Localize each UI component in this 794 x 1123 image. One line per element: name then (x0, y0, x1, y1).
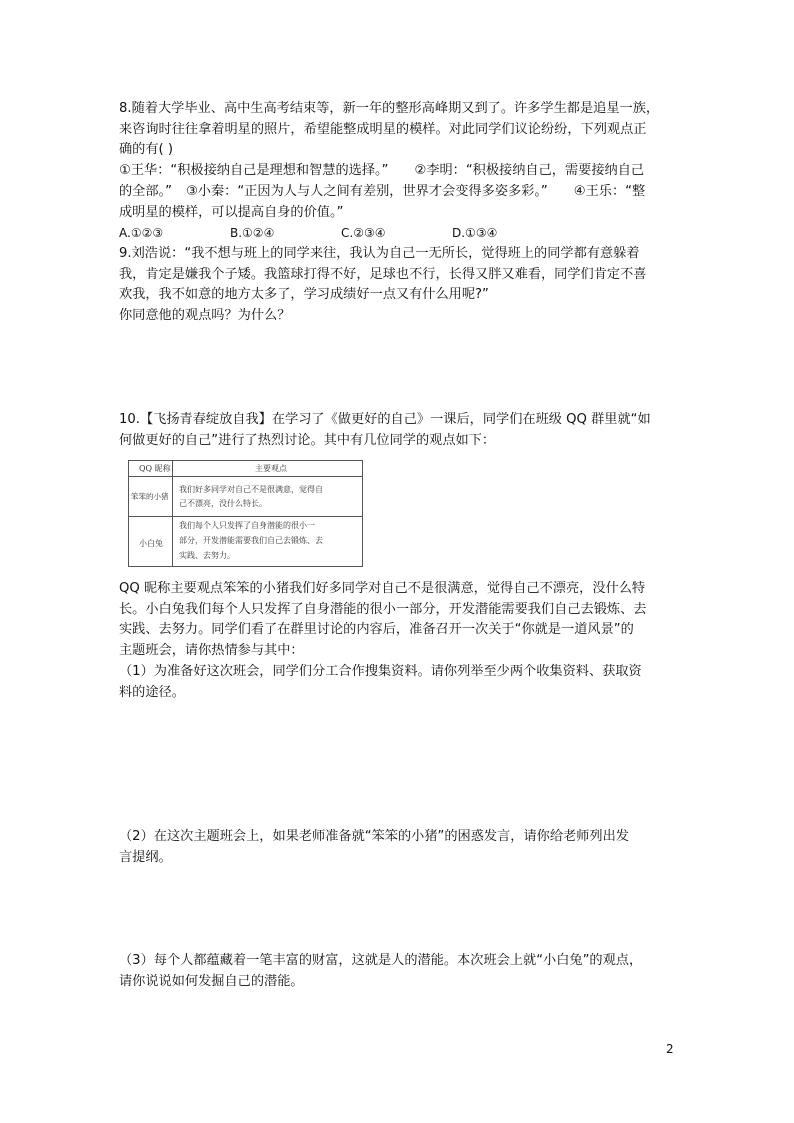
question-text: （1）为准备好这次班会，同学们分工合作搜集资料。请你列举至少两个收集资料、获取资 (119, 664, 642, 679)
question-text: 何做更好的自己”进行了热烈讨论。其中有几位同学的观点如下： (119, 432, 496, 448)
table-cell-name: 小白兔 (139, 539, 163, 548)
table-header-opinion: 主要观点 (255, 464, 287, 473)
statement-4: ④王乐：“整 (573, 183, 646, 199)
question-10 (119, 410, 681, 451)
option-d: D.①③④ (452, 226, 498, 241)
table-cell-opinion: 己不漂亮，没什么特长。 (179, 499, 267, 508)
question-text: 言提纲。 (119, 849, 172, 865)
table-header-nickname: QQ 昵称 (139, 464, 171, 473)
question-text: 我，肯定是嫌我个子矮。我篮球打得不好，足球也不行，长得又胖又难看，同学们肯定不喜 (119, 266, 647, 282)
question-9 (119, 244, 681, 327)
question-text: 料的途径。 (119, 684, 185, 700)
question-text: 确的有( ) (119, 142, 174, 158)
question-statement: 成明星的模样，可以提高自身的价值。” (119, 204, 344, 220)
statement-2: ②李明：“积极接纳自己，需要接纳自己 (414, 163, 645, 179)
sub-question-3 (119, 951, 681, 992)
table-cell-name: 笨笨的小猪 (131, 492, 169, 501)
question-text: 请你说说如何发掘自己的潜能。 (119, 973, 304, 989)
page-number: 2 (666, 1042, 674, 1056)
question-8 (119, 99, 681, 244)
sub-question-1 (119, 662, 681, 703)
table-cell-opinion: 我们好多同学对自己不是很满意，觉得自 (179, 485, 323, 494)
opinion-table (128, 460, 363, 567)
option-a: A.①②③ (119, 226, 164, 241)
question-text: 9.刘浩说：“我不想与班上的同学来往，我认为自己一无所长，觉得班上的同学都有意躲着 (119, 246, 640, 261)
question-text: 10.【飞扬青春绽放自我】在学习了《做更好的自己》一课后，同学们在班级 QQ 群里就“如 (119, 412, 651, 427)
question-text: 实践、去努力。同学们看了在群里讨论的内容后，准备召开一次关于“你就是一道风景”的 (119, 622, 634, 638)
question-text: 8.随着大学毕业、高中生高考结束等，新一年的整形高峰期又到了。许多学生都是追星一族， (119, 101, 660, 116)
question-statement (119, 182, 681, 203)
question-statement (119, 161, 681, 182)
question-prompt: 你同意他的观点吗？为什么？ (119, 308, 291, 324)
question-text: 来咨询时往往拿着明星的照片，希望能整成明星的模样。对此同学们议论纷纷，下列观点正 (119, 121, 647, 137)
question-text: （3）每个人都蕴藏着一笔丰富的财富，这就是人的潜能。本次班会上就“小白兔”的观点， (119, 953, 643, 968)
table-cell-opinion: 我们每个人只发挥了自身潜能的很小一 (179, 521, 315, 530)
question-text: 长。小白兔我们每个人只发挥了自身潜能的很小一部分，开发潜能需要我们自己去锻炼、去 (119, 601, 647, 617)
sub-question-2 (119, 827, 681, 868)
question-text: QQ 昵称主要观点笨笨的小猪我们好多同学对自己不是很满意，觉得自己不漂亮，没什么特 (119, 581, 646, 596)
option-b: B.①②④ (230, 226, 275, 241)
statement-3: ③小秦：“正因为人与人之间有差别，世界才会变得多姿多彩。” (185, 183, 548, 199)
question-10-description (119, 579, 681, 662)
statement-2-cont: 的全部。” (119, 183, 172, 199)
statement-1: ①王华：“积极接纳自己是理想和智慧的选择。” (119, 163, 389, 179)
question-text: 主题班会，请你热情参与其中： (119, 643, 304, 659)
option-c: C.②③④ (341, 226, 386, 241)
table-cell-opinion: 实践、去努力。 (179, 551, 235, 560)
table-cell-opinion: 部分，开发潜能需要我们自己去锻炼、去 (179, 536, 323, 545)
question-text: 欢我，我不如意的地方太多了，学习成绩好一点又有什么用呢?” (119, 287, 489, 303)
answer-options (119, 223, 681, 244)
question-text: （2）在这次主题班会上，如果老师准备就“笨笨的小猪”的困惑发言，请你给老师列出发 (119, 829, 629, 844)
